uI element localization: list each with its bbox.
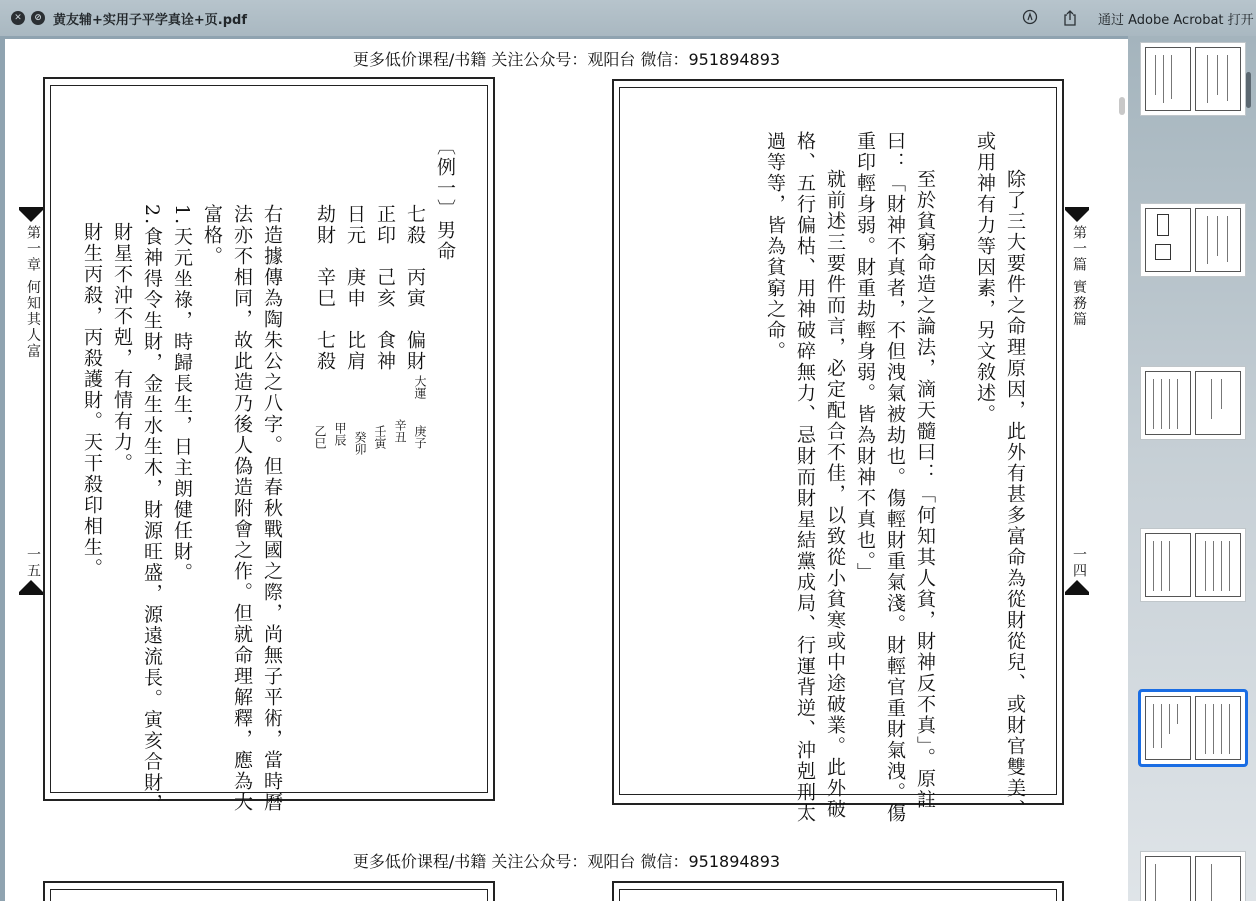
sidebar-scrollbar[interactable] [1246,72,1251,108]
next-left-page [43,881,495,901]
part-side-label: 第一篇 實務篇 [1071,225,1087,328]
page-number-left: 一五 [25,547,41,579]
body-text: 或用神有力等因素，另文敘述。 [974,131,996,425]
title-bar [0,0,1256,36]
body-text: 財星不沖不剋，有情有力。 [111,222,133,474]
dayun-item: 乙巳 [313,425,327,449]
page-number-right: 一四 [1071,547,1087,579]
body-text: 就前述三要件而言，必定配合不佳，以致從小貧寒或中途破業。此外破 [824,169,846,820]
body-text: 曰：「財神不真者，不但洩氣被劫也。傷輕財重氣淺。財輕官重財氣洩。傷 [884,131,906,824]
page-banner: 更多低价课程/书籍 关注公众号：观阳台 微信：951894893 [352,50,781,69]
page-thumb-4[interactable] [1140,528,1246,602]
body-text: 過等等，皆為貧窮之命。 [764,131,786,362]
page-banner: 更多低价课程/书籍 关注公众号：观阳台 微信：951894893 [352,852,781,871]
page-thumb-3[interactable] [1140,366,1246,440]
page-thumb-2[interactable] [1140,203,1246,277]
page-thumb-5[interactable] [1138,689,1248,767]
window-title: 黄友辅+实用子平学真诠+页.pdf [53,13,247,28]
page-thumb-1[interactable] [1140,42,1246,116]
open-in-acrobat-button[interactable]: 通过 Adobe Acrobat 打开 [1098,13,1254,28]
body-text: 法亦不相同，故此造乃後人偽造附會之作。但就命理解釋，應為大 [231,204,253,813]
share-icon[interactable] [1061,9,1079,27]
dayun-item: 甲辰 [333,422,347,446]
body-text: 格、五行偏枯、用神破碎無力、忌財而財星結黨成局、行運背逆、沖剋刑太 [794,131,816,824]
body-text: 重印輕身弱。財重劫輕身弱。皆為財神不真也。」 [854,131,876,584]
body-text: 1.天元坐祿，時歸長生，日主朗健任財。 [171,204,193,584]
thumbnail-sidebar[interactable] [1128,36,1256,901]
body-text: 右造據傳為陶朱公之八字。但春秋戰國之際，尚無子平術，當時曆 [261,204,283,813]
pillar-month: 正印 己亥 食神 [374,204,396,372]
body-text: 財生丙殺，丙殺護財。天干殺印相生。 [81,222,103,579]
body-text: 除了三大要件之命理原因，此外有甚多富命為從財從兒、或財官雙美、 [1004,169,1026,820]
pillar-year: 七殺 丙寅 偏財 [404,204,426,372]
dayun-item: 庚子 [413,425,427,449]
close-icon[interactable]: ✕ [11,11,25,25]
page-thumb-6[interactable] [1140,851,1246,901]
pen-circle-icon[interactable] [1021,9,1039,27]
pillar-day: 日元 庚申 比肩 [344,204,366,372]
dayun-item: 辛丑 [393,419,407,443]
document-viewer[interactable] [5,39,1128,901]
viewer-scrollbar[interactable] [1119,97,1125,115]
minimize-icon[interactable]: ⊘ [31,11,45,25]
body-text: 至於貧窮命造之論法，滴天髓曰：「何知其人貧，財神反不真」。原註 [914,169,936,811]
dayun-item: 癸卯 [353,431,367,455]
next-right-page [612,881,1064,901]
dayun-item: 壬寅 [373,425,387,449]
example-header: 〔例一〕男命 [434,136,456,262]
pillar-hour: 劫財 辛巳 七殺 [314,204,336,372]
chapter-side-label: 第一章 何知其人富 [25,225,41,360]
body-text: 富格。 [201,204,223,267]
body-text: 2.食神得令生財，金生水生木，財源旺盛，源遠流長。寅亥合財， [141,204,163,815]
dayun-label: 大運 [413,375,427,399]
